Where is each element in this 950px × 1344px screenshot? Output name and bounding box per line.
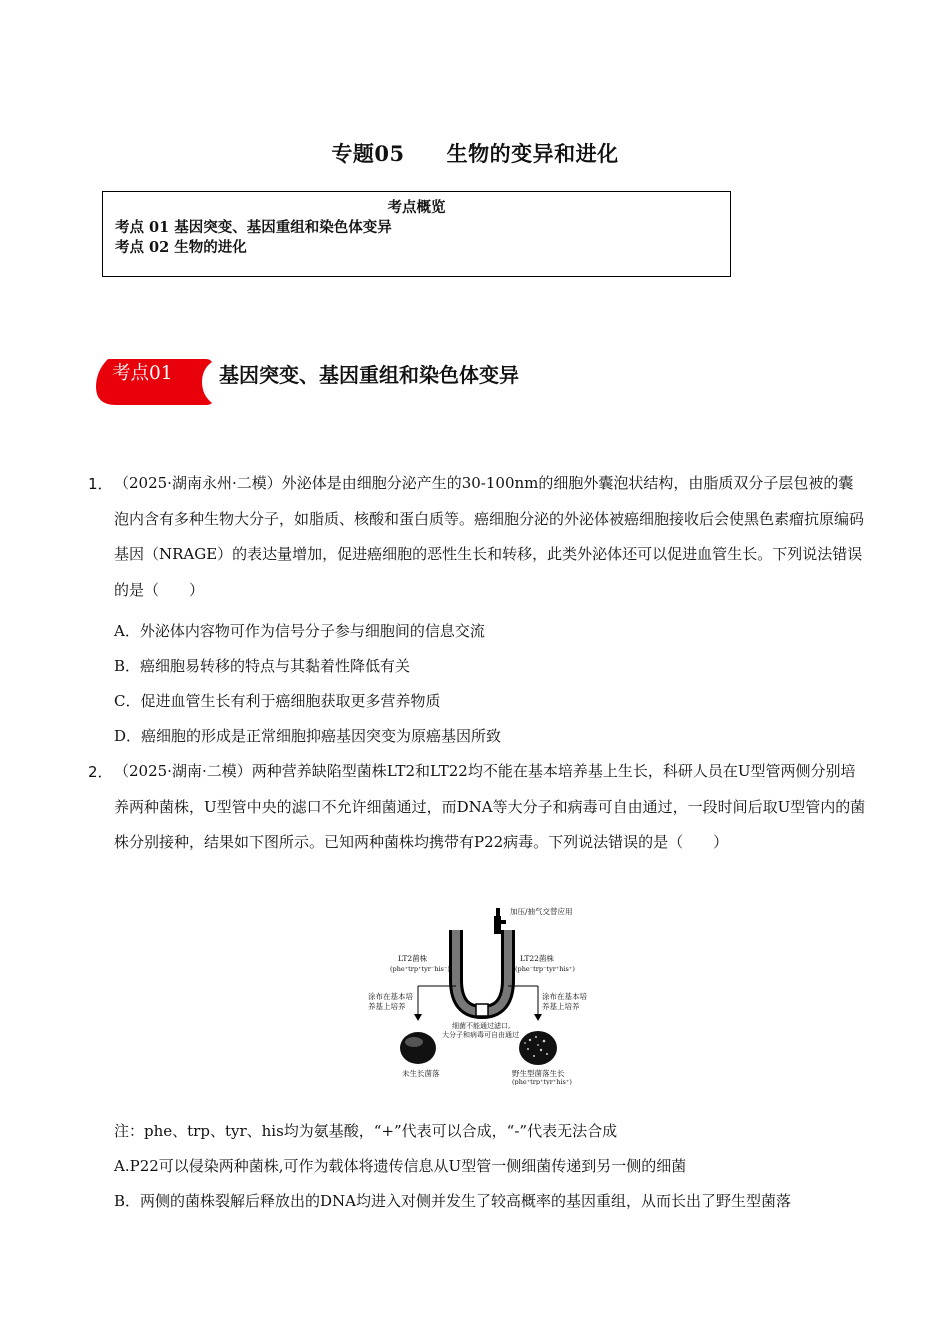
lt2-label: LT2菌株 [398, 954, 428, 963]
plate-left-line2: 养基上培养 [368, 1002, 406, 1011]
result-right: 野生型菌落生长 [512, 1069, 565, 1078]
plate-right-line2: 养基上培养 [542, 1002, 580, 1011]
overview-box [102, 191, 731, 277]
plate-left-line1: 涂布在基本培 [368, 992, 413, 1001]
q1-option-a: A．外泌体内容物可作为信号分子参与细胞间的信息交流 [114, 622, 485, 640]
q2-option-a: A.P22可以侵染两种菌株,可作为载体将遗传信息从U型管一侧细菌传递到另一侧的细菌 [114, 1157, 687, 1175]
pump-label: 加压/抽气交替应用 [510, 907, 573, 916]
result-left: 未生长菌落 [402, 1069, 440, 1078]
question-number: 1． [88, 475, 113, 493]
question-2 [88, 754, 868, 861]
overview-item-1: 考点 01 基因突变、基因重组和染色体变异 [115, 219, 392, 236]
section-badge: 考点01 [112, 363, 173, 384]
filter-note-line2: 大分子和病毒可自由通过 [442, 1031, 519, 1039]
title-part2: 生物的变异和进化 [446, 141, 619, 166]
q2-option-b: B．两侧的菌株裂解后释放出的DNA均进入对侧并发生了较高概率的基因重组，从而长出了野生型菌落 [114, 1192, 792, 1210]
overview-heading: 考点概览 [387, 199, 446, 216]
question-stem: （2025·湖南·二模）两种营养缺陷型菌株LT2和LT22均不能在基本培养基上生长，科研人员在U型管两侧分别培养两种菌株，U型管中央的滤口不允许细菌通过，而DNA等大分子和病毒可自由通过，一段时间后取U型管内的菌株分别接种，结果如下图所示。已知两种菌株均携带有P22病毒。下列说法错误的是（ ） [114, 762, 866, 851]
filter-note-line1: 细菌不能通过滤口, [452, 1022, 511, 1030]
lt22-genotype: (phe⁻trp⁻tyr⁺his⁺) [515, 965, 575, 973]
lt2-genotype: (phe⁺trp⁺tyr⁻his⁻) [390, 965, 450, 973]
u-tube-figure [360, 900, 610, 1085]
question-number: 2． [88, 763, 113, 781]
figure-note: 注：phe、trp、tyr、his均为氨基酸，“+”代表可以合成，“-”代表无法合成 [114, 1122, 618, 1140]
overview-item-2: 考点 02 生物的进化 [115, 239, 247, 256]
q1-option-b: B．癌细胞易转移的特点与其黏着性降低有关 [114, 657, 411, 675]
plate-right-line1: 涂布在基本培 [542, 992, 587, 1001]
title-part1: 专题05 [331, 141, 405, 166]
q1-option-d: D．癌细胞的形成是正常细胞抑癌基因突变为原癌基因所致 [114, 727, 502, 745]
lt22-label: LT22菌株 [520, 954, 554, 963]
q1-option-c: C．促进血管生长有利于癌细胞获取更多营养物质 [114, 692, 441, 710]
page-title [0, 138, 950, 168]
question-1 [88, 466, 868, 608]
result-right-genotype: (phe⁺trp⁺tyr⁺his⁺) [512, 1078, 572, 1085]
section-title: 基因突变、基因重组和染色体变异 [219, 363, 519, 387]
question-stem: （2025·湖南永州·二模）外泌体是由细胞分泌产生的30-100nm的细胞外囊泡状结构，由脂质双分子层包被的囊泡内含有多种生物大分子，如脂质、核酸和蛋白质等。癌细胞分泌的外泌体被癌细胞接收后会使黑色素瘤抗原编码基因（NRAGE）的表达量增加，促进癌细胞的恶性生长和转移，此类外泌体还可以促进血管生长。下列说法错误的是（ ） [114, 474, 865, 599]
